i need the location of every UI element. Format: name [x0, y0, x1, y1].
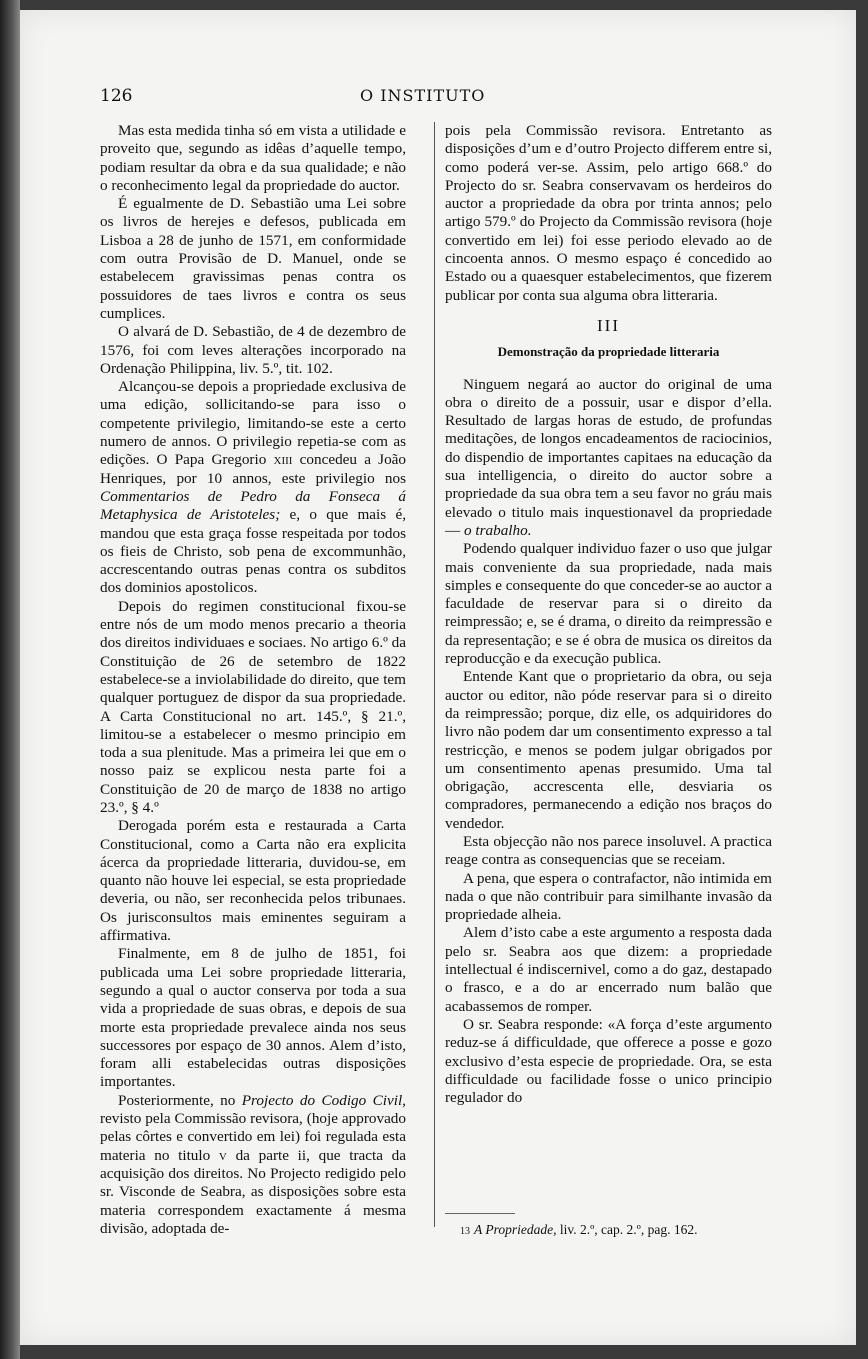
paragraph: O sr. Seabra responde: «A força d’este argumento reduz-se á difficuldade, que offerece a posse e gozo exclusivo d’esta especie de propriedade. Ora, se esta difficuldade ou facilidade fosse o unico principio regulador do [445, 1015, 772, 1107]
footnote-rule [445, 1213, 515, 1214]
paragraph: É egualmente de D. Sebastião uma Lei sobre os livros de herejes e defesos, publicada em Lisboa a 28 de junho de 1571, em conformidade com outra Provisão de D. Manuel, onde se estabelecem gravissimas penas contra os possuidores de taes livros e contra os seus cumplices. [100, 195, 406, 322]
paragraph: Depois do regimen constitucional fixou-se entre nós de um modo menos precario a theoria dos direitos individuaes e sociaes. No artigo 6.º da Constituição de 26 de setembro de 1822 estabelece-se a inviolabilidade do direito, que tem qualquer portuguez de dispor da sua propriedade. A Carta Constitucional no art. 145.º, § 21.º, limitou-se a estabelecer o mesmo principio em toda a sua plenitude. Mas a primeira lei que em o nosso paiz se explicou nesta parte foi a Constituição de 20 de março de 1838 no artigo 23.º, § 4.º [100, 597, 406, 816]
section-number: III [597, 315, 620, 335]
footnote-title: A Propriedade, [474, 1222, 557, 1237]
text-run: o trabalho. [463, 521, 532, 539]
footnote [460, 1222, 697, 1238]
column-divider [434, 122, 435, 1227]
paragraph [445, 376, 772, 541]
paragraph: Finalmente, em 8 de julho de 1851, foi publicada uma Lei sobre propriedade litteraria, segundo a qual o auctor conserva por toda a sua vida a propriedade de suas obras, e depois de sua morte esta propriedade prevalece ainda nos seus successores por espaço de 30 annos. Alem d’isto, foram alli estabelecidas outras disposições importantes. [100, 945, 406, 1091]
text-run: Ninguem negará ao auctor do original de uma obra o direito de a possuir, usar e dispor d’ella. Resultado de largas horas de estudo, de profundas meditações, de longos encadeamentos de raciocinios, do dispendio de importantes capitaes na educação da sua intelligencia, o direito do auctor sobre a propriedade da sua obra tem a seu favor no gráu mais elevado o titulo mais inquestionavel da propriedade — [445, 375, 772, 539]
text-run: Commentarios de Pedro da Fonseca á Metaphysica de Aristoteles; [100, 487, 406, 524]
right-column [445, 122, 772, 1107]
paragraph: Mas esta medida tinha só em vista a utilidade e proveito que, segundo as idêas d’aquelle tempo, podiam resultar da obra e da sua qualidade; e não o reconhecimento legal da propriedade do auctor. [100, 122, 406, 194]
paragraph: Esta objecção não nos parece insoluvel. A practica reage contra as consequencias que se receiam. [445, 832, 772, 869]
text-run: revisto pela Commissão revisora, (hoje approvado pelas côrtes e convertido em lei) foi regulada esta materia no titulo [100, 1110, 406, 1164]
text-run: xiii [273, 451, 293, 469]
text-run: concedeu a João Henriques, por 10 annos, este privilegio nos [100, 451, 407, 487]
paragraph [100, 378, 406, 598]
paragraph [100, 1092, 406, 1238]
footnote-reference: liv. 2.º, cap. 2.º, pag. 162. [559, 1222, 698, 1237]
text-run: Alcançou-se depois a propriedade exclusiva de uma edição, sollicitando-se para isso o competente privilegio, limitando-se este a certo numero de annos. O privilegio repetia-se com as edições. O Papa Gregorio [100, 378, 406, 469]
text-run: v [218, 1146, 227, 1164]
text-run: e, o que mais é, mandou que esta graça fosse respeitada por todos os fieis de Christo, sob pena de excommunhão, accrescentando outras penas contra os subditos dos dominios apostolicos. [100, 506, 406, 597]
paragraph: O alvará de D. Sebastião, de 4 de dezembro de 1576, foi com leves alterações incorporado na Ordenação Philippina, liv. 5.º, tit. 102. [100, 323, 406, 377]
running-title: O INSTITUTO [360, 86, 486, 105]
text-run: da parte ii, que tracta da acquisição dos direitos. No Projecto redigido pelo sr. Visconde de Seabra, as disposições sobre esta materia correspondem exactamente á mesma divisão, adoptada de- [100, 1146, 406, 1237]
paragraph: A pena, que espera o contrafactor, não intimida em nada o que não contribuir para similhante invasão da propriedade alheia. [445, 869, 772, 924]
left-column [100, 122, 406, 1238]
text-run: Posteriormente, no [118, 1091, 242, 1109]
page-number: 126 [100, 86, 133, 106]
paragraph: Alem d’isto cabe a este argumento a resposta dada pelo sr. Seabra aos que dizem: a propriedade intellectual é indiscernivel, como a do gaz, destapado o frasco, e a do ar encerrado num balão que acabassemos de romper. [445, 924, 772, 1015]
paragraph: Derogada porém esta e restaurada a Carta Constitucional, como a Carta não era explicita ácerca da propriedade litteraria, duvidou-se, em quanto não houve lei especial, se esta propriedade deveria, ou não, ser reconhecida pelos tribunaes. Os jurisconsultos mais eminentes seguiram a affirmativa. [100, 817, 406, 945]
text-run: Projecto do Codigo Civil, [241, 1091, 406, 1109]
paragraph: pois pela Commissão revisora. Entretanto as disposições d’um e d’outro Projecto differem entre si, como poderá ver-se. Assim, pelo artigo 668.º do Projecto do sr. Seabra conservavam os herdeiros do auctor a propriedade da obra por trinta annos; pelo artigo 579.º do Projecto da Commissão revisora (hoje convertido em lei) foi esse periodo elevado ao de cincoenta annos. O mesmo espaço é concedido ao Estado ou a quaesquer estabelecimentos, que fizerem publicar por conta sua alguma obra litteraria. [445, 122, 773, 304]
paragraph: Podendo qualquer individuo fazer o uso que julgar mais conveniente da sua propriedade, nada mais simples e consequente do que conceder-se ao auctor a faculdade de reservar para si o direito da reimpressão; e, se é drama, o direito da reimpressão e da representação; e se é obra de musica os direitos da reproducção e da execução publica. [445, 540, 772, 668]
section-title: Demonstração da propriedade litteraria [497, 344, 720, 360]
footnote-number: 13 [460, 1226, 470, 1237]
book-binding [0, 0, 20, 1359]
paragraph: Entende Kant que o proprietario da obra, ou seja auctor ou editor, não póde reservar para si o direito da reimpressão; porque, diz elle, os adquiridores do livro não podem dar um consentimento expresso a tal restricção, e menos se podem julgar obrigados por um consentimento apenas presumido. Uma tal obrigação, accrescenta elle, desviaria os compradores, permanecendo a edição nos braços do vendedor. [445, 668, 772, 832]
